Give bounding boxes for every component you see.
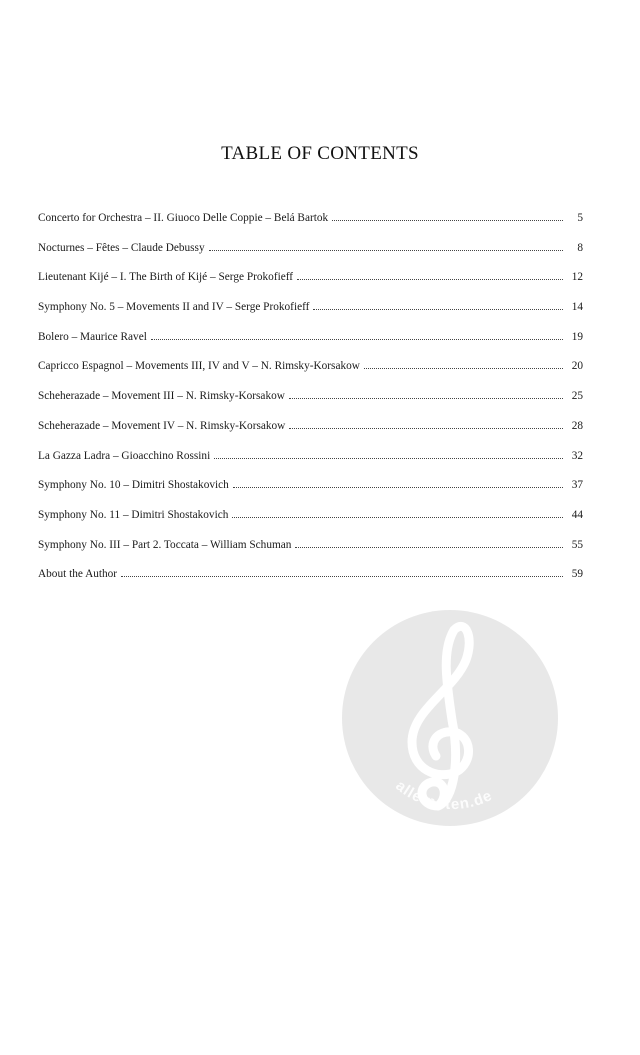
toc-entry-title: Concerto for Orchestra – II. Giuoco Delle Coppie – Belá Bartok: [38, 212, 329, 224]
toc-entry: [38, 562, 583, 592]
dot-leader: [214, 444, 563, 459]
dot-leader: [289, 414, 563, 429]
dot-leader: [297, 265, 563, 280]
toc-entry-title: Bolero – Maurice Ravel: [38, 330, 147, 343]
toc-entry-page: 44: [571, 508, 583, 521]
dot-leader: [332, 206, 563, 221]
toc-entry-title: Scheherazade – Movement IV – N. Rimsky-Korsakow: [38, 419, 286, 432]
toc-entry-page: 14: [571, 301, 583, 314]
dot-leader: [209, 236, 563, 251]
toc-entry: [38, 503, 583, 533]
toc-entry: [38, 473, 583, 503]
toc-entry-title: About the Author: [38, 568, 118, 581]
toc-entry-page: 59: [571, 568, 583, 581]
dot-leader: [364, 354, 563, 369]
dot-leader: [121, 562, 563, 577]
toc-entry-page: 19: [571, 330, 583, 343]
toc-entry: [38, 295, 583, 325]
watermark-graphic: [342, 610, 558, 826]
toc-entry-page: 32: [571, 449, 583, 462]
toc-entry-page: 55: [571, 538, 583, 551]
toc-entry: [38, 533, 583, 563]
toc-entry-title: Symphony No. 10 – Dimitri Shostakovich: [38, 479, 229, 492]
toc-entry-page: 8: [577, 241, 583, 254]
toc-entry: [38, 236, 583, 266]
toc-entry-page: 20: [571, 360, 583, 373]
toc-entry-title: Symphony No. 11 – Dimitri Shostakovich: [38, 508, 229, 521]
toc-entry-page: 12: [571, 271, 583, 284]
watermark-text: alle-noten.de: [392, 777, 496, 814]
dot-leader: [289, 384, 563, 399]
watermark: [342, 610, 558, 826]
dot-leader: [232, 503, 563, 518]
page-title: TABLE OF CONTENTS: [221, 143, 419, 164]
toc-entry: [38, 206, 583, 236]
dot-leader: [151, 325, 563, 340]
toc-entry-title: Capricco Espagnol – Movements III, IV and V – N. Rimsky-Korsakow: [38, 360, 360, 373]
toc-entry-title: Symphony No. 5 – Movements II and IV – Serge Prokofieff: [38, 301, 310, 314]
dot-leader: [313, 295, 563, 310]
toc-entry: [38, 384, 583, 414]
toc-entry: [38, 325, 583, 355]
toc-entry-title: La Gazza Ladra – Gioacchino Rossini: [38, 449, 211, 462]
toc-entry: [38, 265, 583, 295]
toc-entry-title: Symphony No. III – Part 2. Toccata – William Schuman: [38, 538, 292, 551]
toc-entry-page: 5: [577, 212, 583, 224]
toc-entry-page: 37: [571, 479, 583, 492]
toc-entry-title: Scheherazade – Movement III – N. Rimsky-Korsakow: [38, 390, 285, 403]
dot-leader: [233, 473, 563, 488]
toc-entry: [38, 354, 583, 384]
toc-list: [38, 206, 583, 592]
toc-entry-page: 28: [571, 419, 583, 432]
toc-entry: [38, 444, 583, 474]
toc-entry-title: Lieutenant Kijé – I. The Birth of Kijé – Serge Prokofieff: [38, 271, 294, 284]
dot-leader: [295, 533, 563, 548]
toc-entry: [38, 414, 583, 444]
toc-entry-page: 25: [571, 390, 583, 403]
toc-entry-title: Nocturnes – Fêtes – Claude Debussy: [38, 241, 205, 254]
